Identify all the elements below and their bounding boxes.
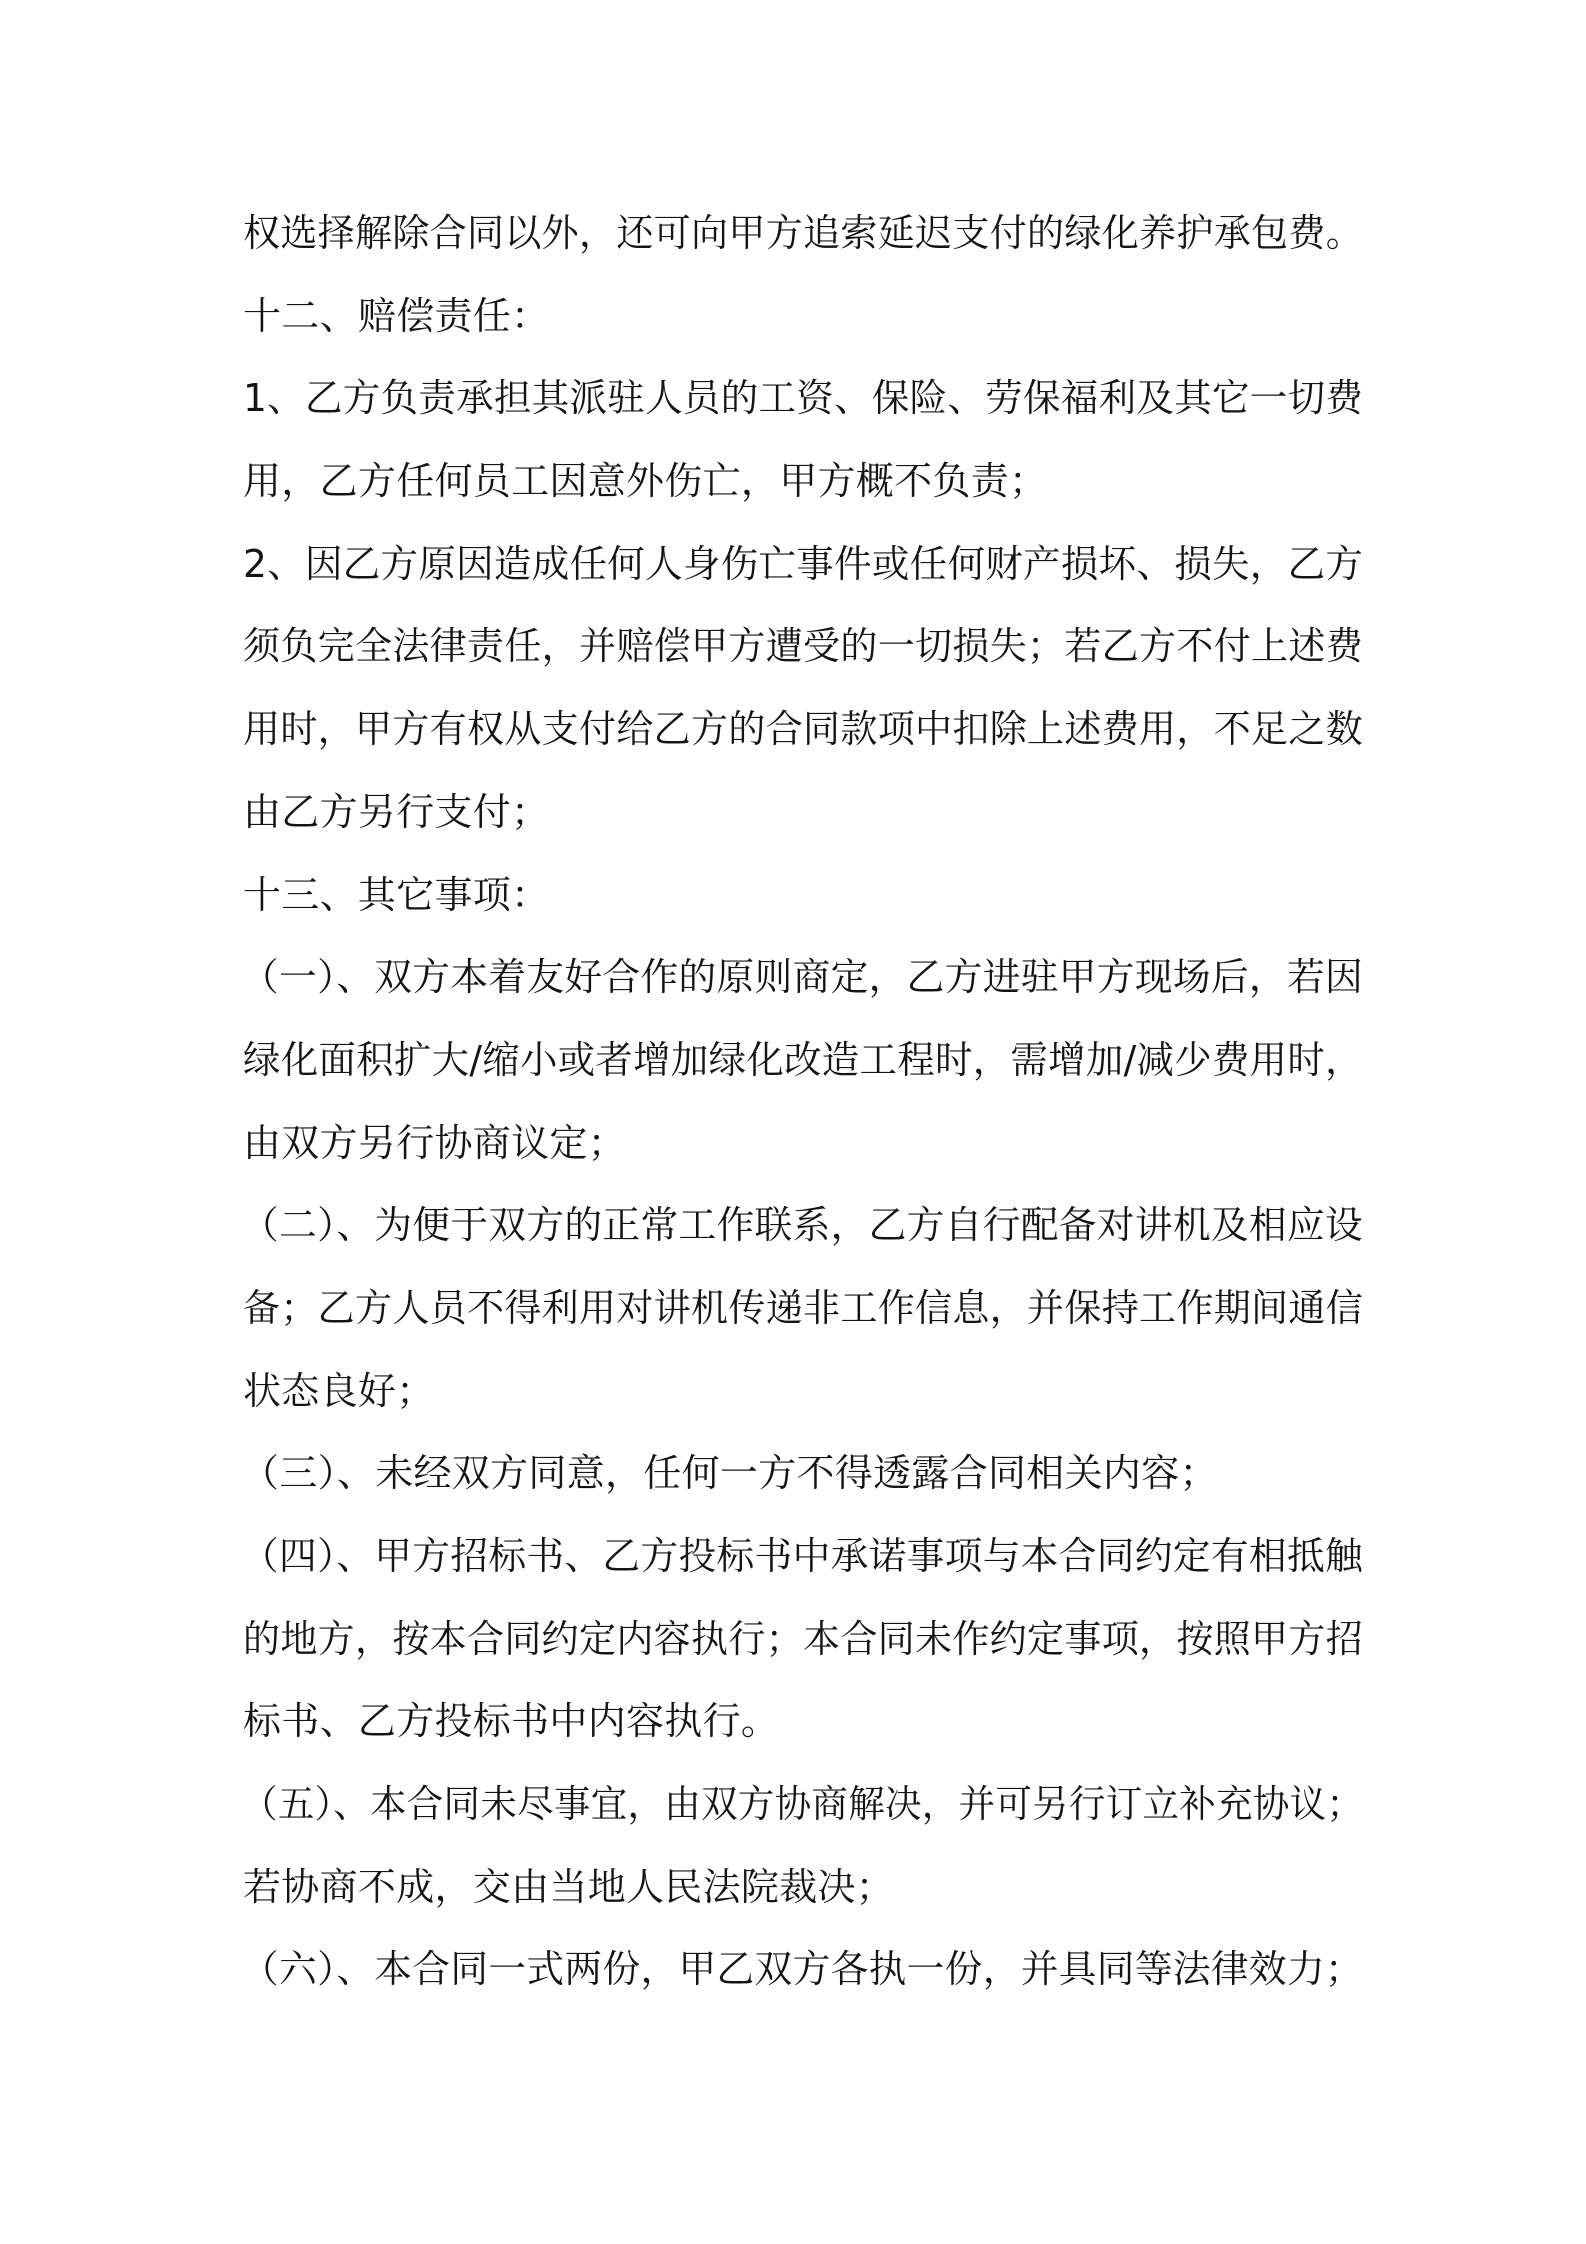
paragraph-line: （一）、双方本着友好合作的原则商定，乙方进驻甲方现场后，若因 [241,955,1364,1000]
paragraph-line: （四）、甲方招标书、乙方投标书中承诺事项与本合同约定有相抵触 [241,1534,1364,1578]
paragraph-line: 须负完全法律责任，并赔偿甲方遭受的一切损失；若乙方不付上述费 [243,624,1364,669]
paragraph-line: 的地方，按本合同约定内容执行；本合同未作约定事项，按照甲方招 [243,1616,1364,1661]
document-body [243,192,1363,2011]
section-heading-compensation: 十二、赔偿责任： [243,293,550,338]
paragraph-line: 用时，甲方有权从支付给乙方的合同款项中扣除上述费用，不足之数 [243,707,1364,752]
paragraph-line: 权选择解除合同以外，还可向甲方追索延迟支付的绿化养护承包费。 [243,211,1364,255]
paragraph-line: 2、因乙方原因造成任何人身伤亡事件或任何财产损坏、损失，乙方 [243,541,1364,586]
paragraph-line: 绿化面积扩大/缩小或者增加绿化改造工程时，需增加/减少费用时， [243,1037,1363,1082]
paragraph-line: 用，乙方任何员工因意外伤亡，甲方概不负责； [243,459,1048,504]
paragraph-line: 状态良好； [243,1368,435,1413]
paragraph-line: （三）、未经双方同意，任何一方不得透露合同相关内容； [241,1451,1218,1496]
paragraph-line: （六）、本合同一式两份，甲乙双方各执一份，并具同等法律效力； [241,1947,1364,1992]
section-heading-other-matters: 十三、其它事项： [243,872,550,917]
paragraph-line: （二）、为便于双方的正常工作联系，乙方自行配备对讲机及相应设 [241,1203,1364,1248]
paragraph-line: 由乙方另行支付； [243,789,550,834]
paragraph-line: 备；乙方人员不得利用对讲机传递非工作信息，并保持工作期间通信 [243,1285,1364,1330]
paragraph-line: 由双方另行协商议定； [243,1120,627,1165]
paragraph-line: （五）、本合同未尽事宜，由双方协商解决，并可另行订立补充协议； [241,1782,1364,1827]
paragraph-line: 标书、乙方投标书中内容执行。 [243,1699,780,1744]
paragraph-line: 若协商不成，交由当地人民法院裁决； [243,1864,895,1909]
paragraph-line: 1、乙方负责承担其派驻人员的工资、保险、劳保福利及其它一切费 [243,376,1364,421]
